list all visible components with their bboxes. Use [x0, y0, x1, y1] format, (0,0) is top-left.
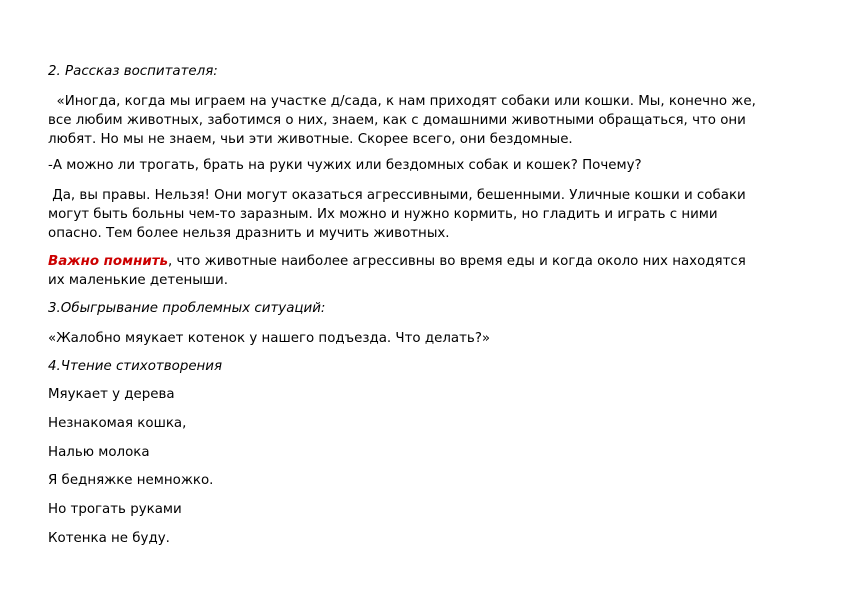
section-3-heading: 3.Обыгрывание проблемных ситуаций: — [48, 301, 326, 316]
important-line-1 — [48, 252, 798, 271]
poem-line: Но трогать руками — [48, 502, 182, 517]
section-4-heading: 4.Чтение стихотворения — [48, 359, 223, 374]
important-highlight: Важно помнить — [48, 254, 168, 269]
important-paragraph — [48, 252, 798, 290]
answer-paragraph — [48, 186, 798, 243]
important-line-2: их маленькие детеныши. — [48, 273, 228, 288]
poem-line: Я бедняжке немножко. — [48, 473, 214, 488]
important-text: , что животные наиболее агрессивны во время еды и когда около них находятся — [167, 254, 746, 269]
teacher-story-line-2: все любим животных, заботимся о них, знаем, как с домашними животными обращаться, что они — [48, 113, 746, 128]
teacher-story-paragraph — [48, 92, 798, 149]
situation-line: «Жалобно мяукает котенок у нашего подъезда. Что делать?» — [48, 331, 491, 346]
question-line: -А можно ли трогать, брать на руки чужих или бездомных собак и кошек? Почему? — [48, 158, 642, 173]
section-2-heading: 2. Рассказ воспитателя: — [48, 64, 218, 79]
answer-line-2: могут быть больны чем-то заразным. Их можно и нужно кормить, но гладить и играть с ними — [48, 207, 718, 222]
teacher-story-line-3: любят. Но мы не знаем, чьи эти животные. Скорее всего, они бездомные. — [48, 132, 573, 147]
poem-line: Незнакомая кошка, — [48, 416, 187, 431]
answer-line-1: Да, вы правы. Нельзя! Они могут оказаться агрессивными, бешенными. Уличные кошки и собаки — [48, 188, 746, 203]
poem-line: Налью молока — [48, 445, 150, 460]
poem-line: Мяукает у дерева — [48, 387, 175, 402]
answer-line-3: опасно. Тем более нельзя дразнить и мучить животных. — [48, 226, 450, 241]
teacher-story-line-1: «Иногда, когда мы играем на участке д/сада, к нам приходят собаки или кошки. Мы, конечно же, — [48, 94, 756, 109]
poem-line: Котенка не буду. — [48, 531, 170, 546]
